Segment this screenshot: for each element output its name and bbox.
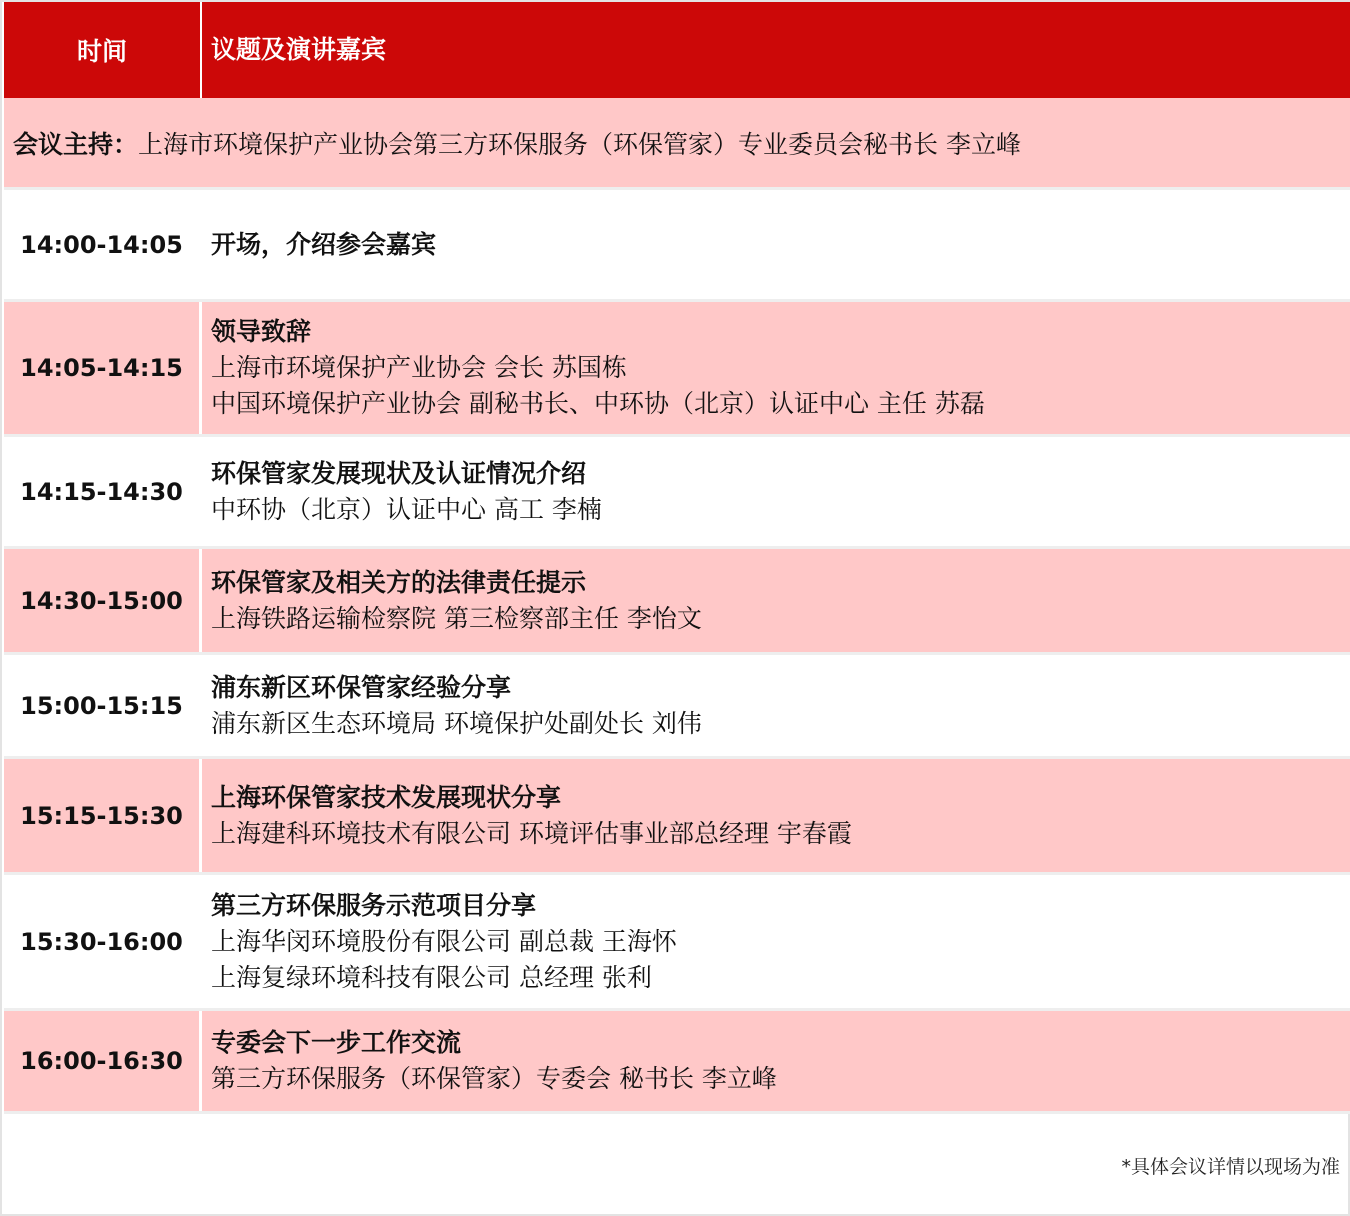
session-topic: 浦东新区环保管家经验分享 xyxy=(211,672,512,702)
session-time: 15:00-15:15 xyxy=(4,655,202,756)
session-content xyxy=(202,759,1350,872)
host-label: 会议主持： xyxy=(13,129,139,159)
footnote: *具体会议详情以现场为准 xyxy=(1121,1156,1340,1178)
session-row xyxy=(4,190,1350,299)
session-speaker: 上海复绿环境科技有限公司 总经理 张利 xyxy=(211,962,652,992)
session-topic: 开场，介绍参会嘉宾 xyxy=(211,229,437,259)
session-speaker: 中环协（北京）认证中心 高工 李楠 xyxy=(211,494,602,524)
session-speaker: 上海市环境保护产业协会 会长 苏国栋 xyxy=(211,353,627,382)
header-topic-label: 议题及演讲嘉宾 xyxy=(211,35,387,64)
session-speaker: 上海铁路运输检察院 第三检察部主任 李怡文 xyxy=(211,603,702,633)
session-topic: 环保管家及相关方的法律责任提示 xyxy=(211,567,587,597)
session-topic: 环保管家发展现状及认证情况介绍 xyxy=(211,458,587,488)
session-content xyxy=(202,875,1350,1008)
session-content xyxy=(202,437,1350,546)
session-topic: 领导致辞 xyxy=(211,317,312,346)
row-divider xyxy=(4,1111,1350,1114)
session-content xyxy=(202,549,1350,652)
session-row xyxy=(4,437,1350,546)
header-time-label: 时间 xyxy=(4,2,202,98)
table-header xyxy=(4,2,1350,98)
session-row xyxy=(4,302,1350,434)
session-speaker: 第三方环保服务（环保管家）专委会 秘书长 李立峰 xyxy=(211,1064,777,1093)
session-row xyxy=(4,759,1350,872)
session-time: 14:00-14:05 xyxy=(4,190,202,299)
session-time: 14:30-15:00 xyxy=(4,549,202,652)
session-time: 14:05-14:15 xyxy=(4,302,202,434)
host-text: 上海市环境保护产业协会第三方环保服务（环保管家）专业委员会秘书长 李立峰 xyxy=(138,129,1021,159)
session-row xyxy=(4,549,1350,652)
session-speaker: 上海华闵环境股份有限公司 副总裁 王海怀 xyxy=(211,926,677,956)
session-time: 15:30-16:00 xyxy=(4,875,202,1008)
session-content xyxy=(202,302,1350,434)
session-row xyxy=(4,655,1350,756)
session-topic: 第三方环保服务示范项目分享 xyxy=(211,890,537,920)
session-time: 14:15-14:30 xyxy=(4,437,202,546)
session-topic: 上海环保管家技术发展现状分享 xyxy=(211,782,562,812)
session-content xyxy=(202,1011,1350,1111)
session-row xyxy=(4,875,1350,1008)
session-content xyxy=(202,655,1350,756)
session-topic: 专委会下一步工作交流 xyxy=(211,1028,462,1057)
session-speaker: 浦东新区生态环境局 环境保护处副处长 刘伟 xyxy=(211,708,702,738)
session-time: 16:00-16:30 xyxy=(4,1011,202,1111)
host-row xyxy=(4,98,1350,187)
session-row xyxy=(4,1011,1350,1111)
session-content xyxy=(202,190,1350,299)
session-time: 15:15-15:30 xyxy=(4,759,202,872)
session-speaker: 中国环境保护产业协会 副秘书长、中环协（北京）认证中心 主任 苏磊 xyxy=(211,389,985,418)
session-speaker: 上海建科环境技术有限公司 环境评估事业部总经理 宇春霞 xyxy=(211,818,852,848)
